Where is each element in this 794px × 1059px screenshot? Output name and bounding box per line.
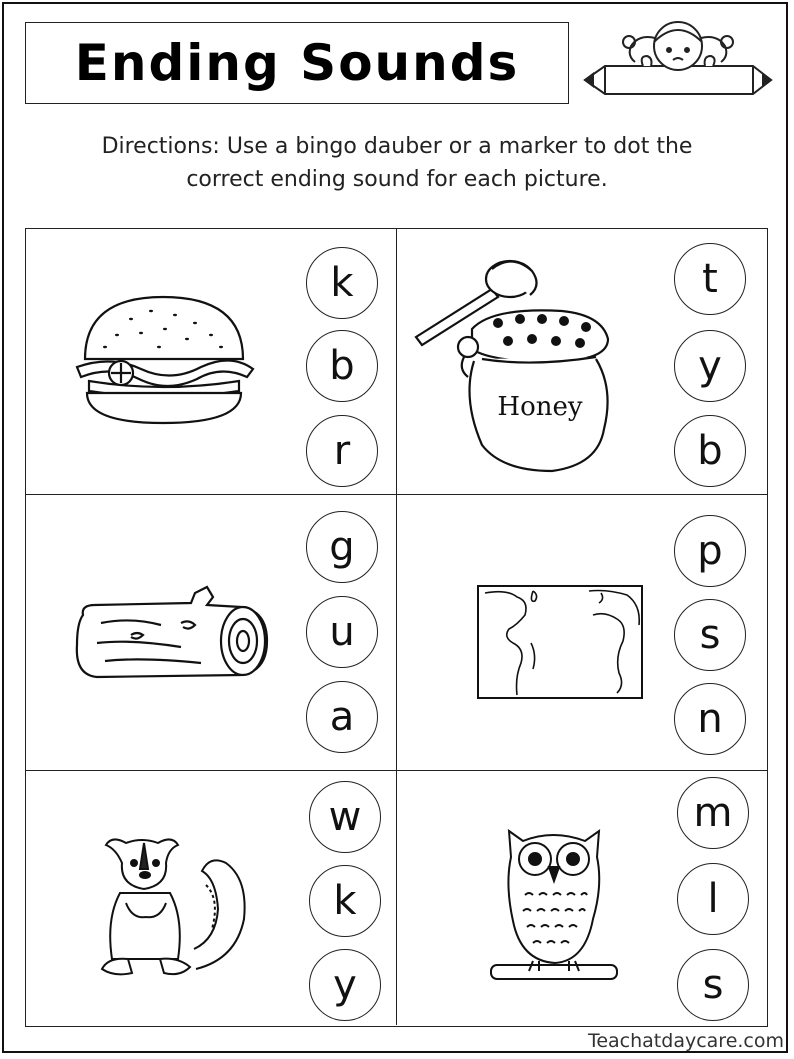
cell-world — [397, 495, 767, 771]
option-y-2[interactable]: y — [309, 949, 381, 1021]
honey-jar-icon — [412, 249, 632, 474]
option-b[interactable]: b — [306, 330, 378, 402]
option-s[interactable]: s — [674, 599, 746, 671]
option-w[interactable]: w — [309, 781, 381, 853]
girl-pencil-icon — [583, 16, 773, 110]
option-k-2[interactable]: k — [309, 865, 381, 937]
title-box — [25, 22, 569, 104]
option-n[interactable]: n — [674, 683, 746, 755]
worksheet-grid — [25, 228, 768, 1027]
option-k[interactable]: k — [306, 247, 378, 319]
option-g[interactable]: g — [306, 511, 378, 583]
honey-label: Honey — [497, 392, 583, 422]
option-b-2[interactable]: b — [674, 415, 746, 487]
option-a[interactable]: a — [306, 681, 378, 753]
cell-skunk — [26, 771, 397, 1025]
option-s-2[interactable]: s — [677, 949, 749, 1021]
directions-line-2: correct ending sound for each picture. — [186, 167, 608, 192]
owl-icon — [489, 811, 619, 991]
hamburger-icon — [71, 289, 256, 429]
footer-site: Teachatdaycare.com — [587, 1030, 784, 1052]
cell-owl — [397, 771, 767, 1025]
option-y[interactable]: y — [674, 330, 746, 402]
log-icon — [71, 583, 271, 683]
option-t[interactable]: t — [674, 243, 746, 315]
cell-hamburger — [26, 229, 397, 495]
cell-log — [26, 495, 397, 771]
option-l[interactable]: l — [677, 863, 749, 935]
world-map-icon — [477, 585, 643, 699]
option-r[interactable]: r — [306, 415, 378, 487]
cell-honey — [397, 229, 767, 495]
directions — [30, 130, 764, 196]
page-title: Ending Sounds — [74, 34, 520, 92]
directions-line-1: Directions: Use a bingo dauber or a marker to dot the — [101, 134, 693, 159]
option-u[interactable]: u — [306, 596, 378, 668]
option-m[interactable]: m — [677, 777, 749, 849]
skunk-icon — [86, 819, 256, 989]
option-p[interactable]: p — [674, 515, 746, 587]
